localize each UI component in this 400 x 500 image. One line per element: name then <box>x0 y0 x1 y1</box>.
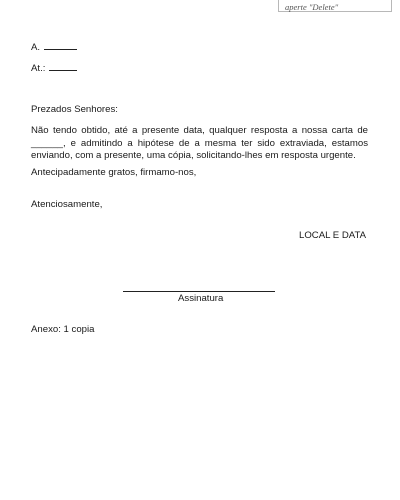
closing-line: Atenciosamente, <box>31 199 103 210</box>
salutation: Prezados Senhores: <box>31 104 118 115</box>
instruction-note <box>278 0 392 12</box>
recipient-blank <box>44 41 77 50</box>
attention-line <box>31 62 77 76</box>
attention-blank <box>49 62 77 71</box>
attention-label: At.: <box>31 63 46 74</box>
attachment-line: Anexo: 1 copia <box>31 324 95 335</box>
signature-label: Assinatura <box>178 293 224 304</box>
signature-line <box>123 291 275 292</box>
recipient-label: A. <box>31 42 41 53</box>
instruction-note-text: aperte "Delete" <box>285 2 339 12</box>
thanks-line: Antecipadamente gratos, firmamo-nos, <box>31 167 197 178</box>
letter-body-paragraph: Não tendo obtido, até a presente data, qualquer resposta a nossa carta de ______, e admitindo a hipótese de a mesma ter sido extraviada, estamos enviando, com a presente, uma cópia, solicitando-lhes em resposta urgente. <box>31 125 368 161</box>
recipient-line <box>31 41 77 55</box>
place-and-date: LOCAL E DATA <box>299 230 366 241</box>
